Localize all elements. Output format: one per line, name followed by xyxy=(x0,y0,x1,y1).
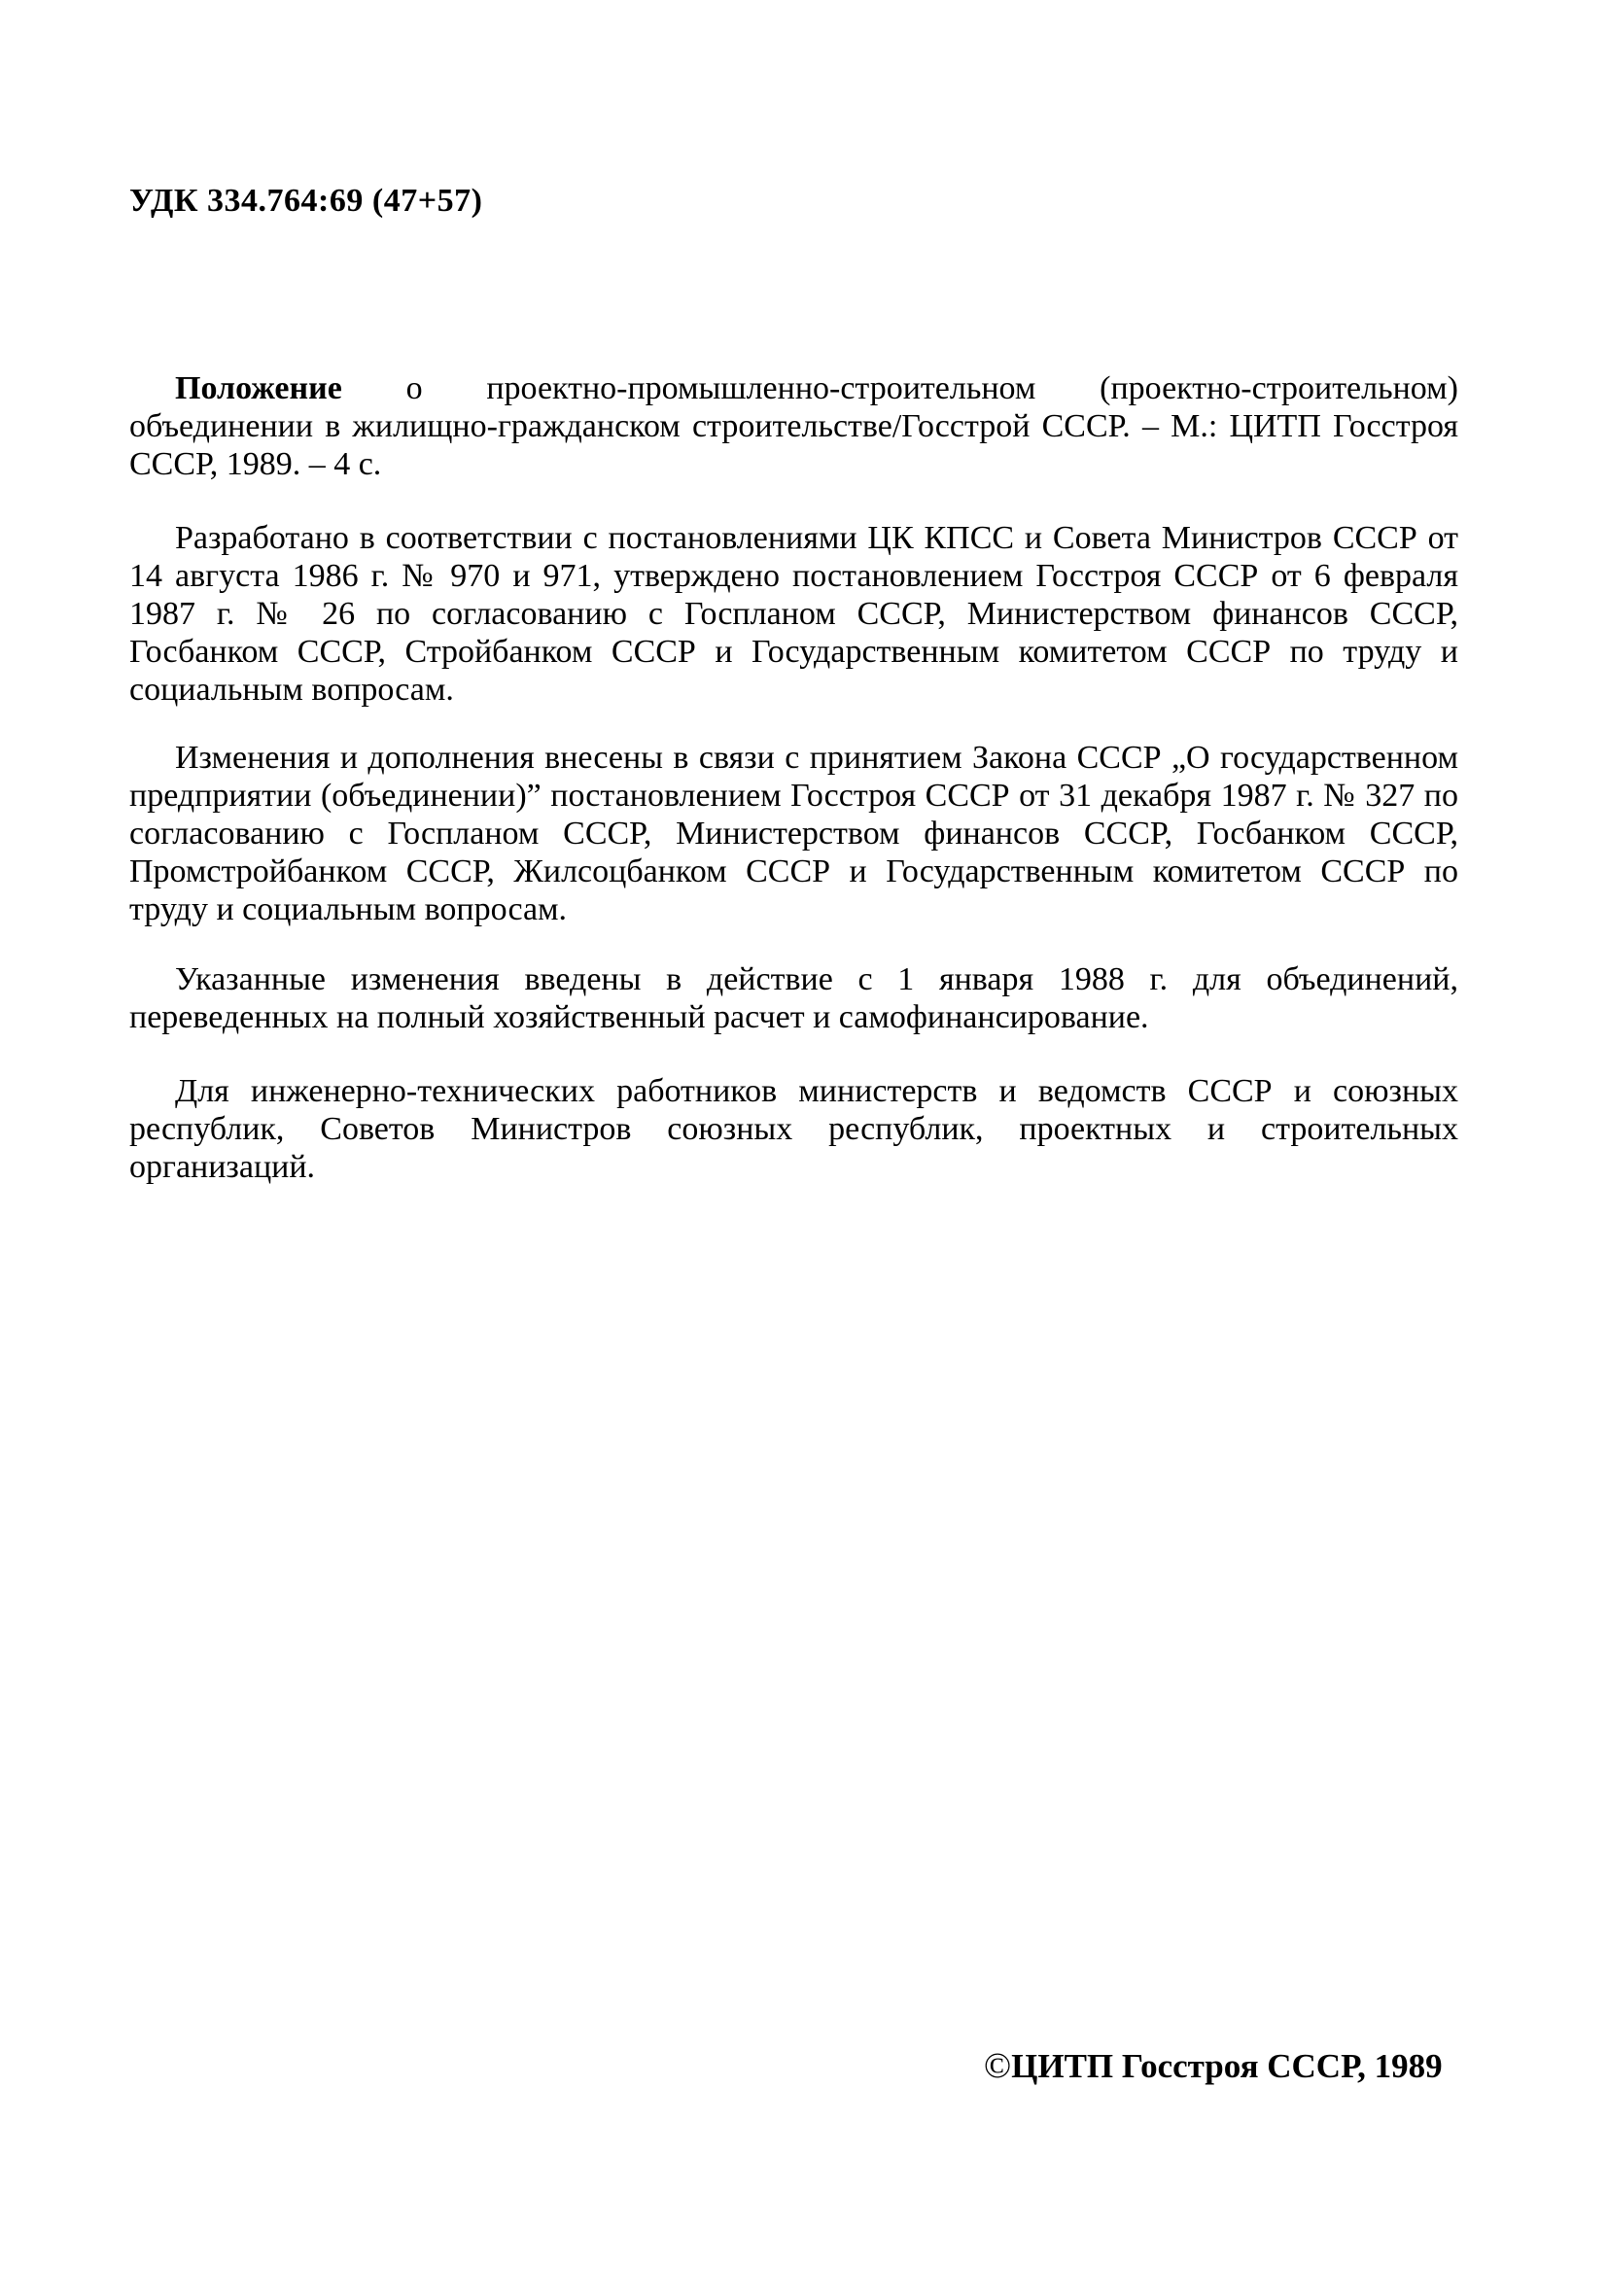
bibliographic-citation xyxy=(129,369,1458,483)
copyright-notice xyxy=(984,2045,1443,2087)
citation-text: о проектно-промышленно-строительном (проектно-строительном) объединении в жилищно-гражданском строительстве/Госстрой СССР. – М.: ЦИТП Госстроя СССР, 1989. – 4 с. xyxy=(129,370,1458,482)
paragraph-audience: Для инженерно-технических работников министерств и ведомств СССР и союзных республик, Советов Министров союзных республик, проектных и строительных организаций. xyxy=(129,1073,1458,1185)
copyright-icon: © xyxy=(984,2046,1012,2086)
udc-code: УДК 334.764:69 (47+57) xyxy=(129,183,483,219)
citation-lead-word: Положение xyxy=(175,370,342,406)
paragraph-changes: Изменения и дополнения внесены в связи с принятием Закона СССР „О государственном предприятии (объединении)” постановлением Госстроя СССР от 31 декабря 1987 г. № 327 по согласованию с Госпланом СССР, Министерством финансов СССР, Госбанком СССР, Промстройбанком СССР, Жилсоцбанком СССР и Государственным комитетом СССР по труду и социальным вопросам. xyxy=(129,740,1458,927)
paragraph-effective: Указанные изменения введены в действие с 1 января 1988 г. для объединений, переведенных на полный хозяйственный расчет и самофинансирование. xyxy=(129,961,1458,1035)
copyright-text: ЦИТП Госстроя СССР, 1989 xyxy=(1011,2047,1443,2085)
paragraph-developed: Разработано в соответствии с постановлениями ЦК КПСС и Совета Министров СССР от 14 августа 1986 г. № 970 и 971, утверждено постановлением Госстроя СССР от 6 февраля 1987 г. № 26 по согласованию с Госпланом СССР, Министерством финансов СССР, Госбанком СССР, Стройбанком СССР и Государственным комитетом СССР по труду и социальным вопросам. xyxy=(129,520,1458,708)
